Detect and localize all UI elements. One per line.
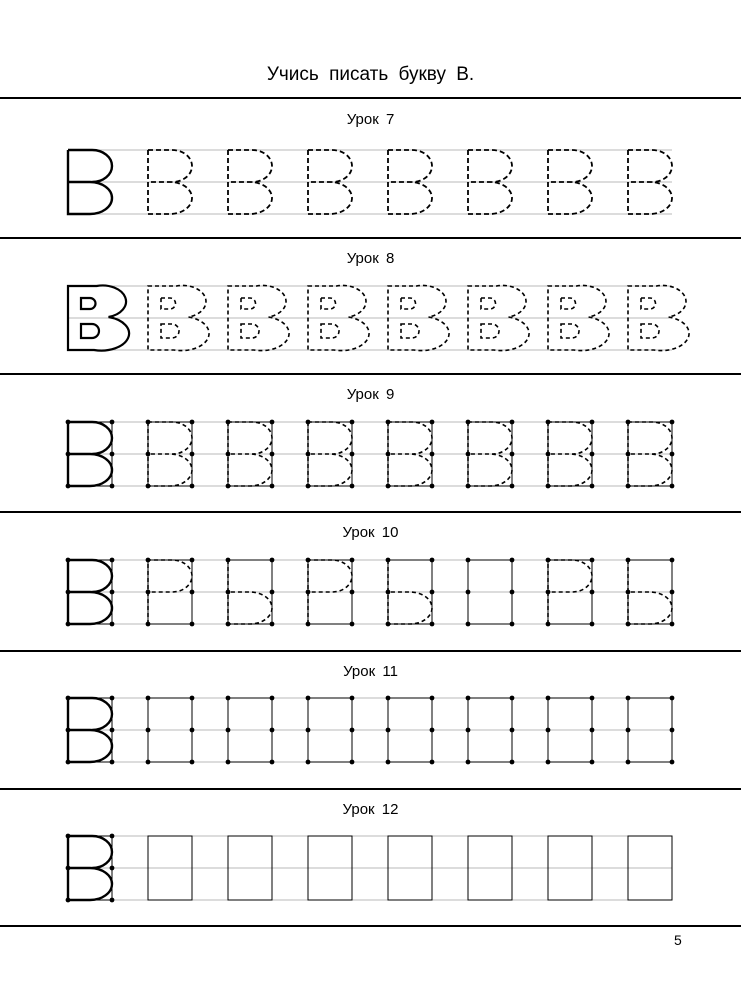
guide-dot: [670, 760, 675, 765]
guide-dot: [270, 420, 275, 425]
letter-b-lower-hole: [161, 324, 179, 338]
guide-dot: [146, 452, 151, 457]
letter-b-upper-hole: [321, 298, 336, 309]
guide-dot: [510, 590, 515, 595]
guide-dot: [306, 590, 311, 595]
guide-dot: [306, 484, 311, 489]
guide-dot: [350, 558, 355, 563]
guide-dot: [430, 696, 435, 701]
guide-dot: [430, 452, 435, 457]
guide-dot: [190, 558, 195, 563]
guide-dot: [226, 558, 231, 563]
guide-dot: [546, 590, 551, 595]
guide-dot: [350, 452, 355, 457]
guide-dot: [270, 728, 275, 733]
guide-dot: [146, 696, 151, 701]
guide-dot: [110, 622, 115, 627]
guide-dot: [466, 558, 471, 563]
guide-dot: [510, 420, 515, 425]
letter-b-lower-hole: [81, 324, 99, 338]
guide-dot: [270, 484, 275, 489]
guide-dot: [430, 622, 435, 627]
guide-dot: [626, 728, 631, 733]
guide-dot: [590, 484, 595, 489]
guide-dot: [226, 696, 231, 701]
guide-dot: [626, 420, 631, 425]
guide-dot: [670, 558, 675, 563]
guide-dot: [110, 696, 115, 701]
letter-b-lower-hole: [641, 324, 659, 338]
guide-dot: [146, 622, 151, 627]
guide-dot: [430, 484, 435, 489]
guide-dot: [66, 866, 71, 871]
guide-dot: [306, 760, 311, 765]
guide-dot: [546, 558, 551, 563]
guide-dot: [466, 760, 471, 765]
guide-dot: [66, 728, 71, 733]
guide-dot: [386, 622, 391, 627]
guide-dot: [386, 420, 391, 425]
letter-b-lower-hole: [321, 324, 339, 338]
guide-dot: [270, 452, 275, 457]
guide-dot: [510, 558, 515, 563]
guide-dot: [466, 452, 471, 457]
guide-dot: [270, 622, 275, 627]
lesson-12-label: Урок 12: [342, 801, 399, 818]
guide-dot: [66, 834, 71, 839]
guide-dot: [226, 728, 231, 733]
guide-dot: [146, 760, 151, 765]
guide-dot: [590, 760, 595, 765]
guide-dot: [110, 898, 115, 903]
guide-dot: [190, 728, 195, 733]
guide-dot: [386, 484, 391, 489]
guide-dot: [306, 696, 311, 701]
guide-dot: [66, 484, 71, 489]
guide-dot: [546, 760, 551, 765]
letter-b-lower-hole: [561, 324, 579, 338]
guide-dot: [226, 760, 231, 765]
guide-dot: [226, 420, 231, 425]
guide-dot: [146, 484, 151, 489]
guide-dot: [190, 696, 195, 701]
guide-dot: [110, 760, 115, 765]
letter-b-upper-hole: [241, 298, 256, 309]
guide-dot: [66, 590, 71, 595]
letter-b-upper-hole: [401, 298, 416, 309]
letter-b-lower-hole: [481, 324, 499, 338]
guide-dot: [66, 760, 71, 765]
guide-dot: [510, 696, 515, 701]
guide-dot: [466, 728, 471, 733]
guide-dot: [590, 590, 595, 595]
guide-dot: [590, 728, 595, 733]
guide-dot: [626, 622, 631, 627]
guide-dot: [190, 760, 195, 765]
guide-dot: [590, 452, 595, 457]
guide-dot: [466, 420, 471, 425]
guide-dot: [590, 420, 595, 425]
guide-dot: [386, 452, 391, 457]
guide-dot: [306, 452, 311, 457]
guide-dot: [306, 420, 311, 425]
guide-dot: [670, 590, 675, 595]
guide-dot: [66, 898, 71, 903]
guide-dot: [386, 558, 391, 563]
guide-dot: [110, 558, 115, 563]
guide-dot: [546, 622, 551, 627]
lesson-row-10: [66, 558, 675, 627]
guide-dot: [510, 728, 515, 733]
guide-dot: [670, 622, 675, 627]
lesson-8-label: Урок 8: [346, 250, 395, 267]
guide-dot: [626, 452, 631, 457]
guide-dot: [510, 484, 515, 489]
letter-b-upper-hole: [161, 298, 176, 309]
guide-dot: [110, 728, 115, 733]
guide-dot: [226, 452, 231, 457]
guide-dot: [110, 866, 115, 871]
guide-dot: [546, 420, 551, 425]
guide-dot: [190, 452, 195, 457]
guide-dot: [110, 590, 115, 595]
guide-dot: [590, 696, 595, 701]
letter-b-lower-hole: [241, 324, 259, 338]
lesson-row-7: [68, 150, 672, 214]
lesson-row-8: [68, 285, 689, 350]
guide-dot: [350, 622, 355, 627]
page-number: 5: [674, 932, 682, 948]
lesson-10-label: Урок 10: [342, 524, 399, 541]
guide-dot: [66, 622, 71, 627]
letter-b-lower-hole: [401, 324, 419, 338]
guide-dot: [466, 484, 471, 489]
guide-dot: [146, 590, 151, 595]
guide-dot: [510, 452, 515, 457]
letter-b-upper-hole: [81, 298, 96, 309]
lesson-11-label: Урок 11: [343, 663, 398, 680]
guide-dot: [190, 420, 195, 425]
guide-dot: [66, 696, 71, 701]
guide-dot: [386, 728, 391, 733]
guide-dot: [430, 760, 435, 765]
guide-dot: [430, 558, 435, 563]
guide-dot: [350, 590, 355, 595]
letter-b-upper-hole: [481, 298, 496, 309]
guide-dot: [626, 558, 631, 563]
guide-dot: [110, 484, 115, 489]
guide-dot: [670, 728, 675, 733]
lesson-7-label: Урок 7: [346, 111, 395, 128]
lesson-row-11: [66, 696, 675, 765]
guide-dot: [386, 760, 391, 765]
guide-dot: [146, 728, 151, 733]
guide-dot: [510, 622, 515, 627]
guide-dot: [226, 622, 231, 627]
guide-dot: [270, 558, 275, 563]
guide-dot: [306, 728, 311, 733]
guide-dot: [626, 696, 631, 701]
guide-dot: [66, 558, 71, 563]
guide-dot: [350, 760, 355, 765]
guide-dot: [306, 558, 311, 563]
guide-dot: [306, 622, 311, 627]
guide-dot: [190, 484, 195, 489]
guide-dot: [430, 590, 435, 595]
guide-dot: [66, 452, 71, 457]
lesson-row-12: [66, 834, 672, 903]
guide-dot: [670, 420, 675, 425]
guide-dot: [466, 696, 471, 701]
guide-dot: [670, 484, 675, 489]
guide-dot: [110, 834, 115, 839]
guide-dot: [510, 760, 515, 765]
guide-dot: [590, 558, 595, 563]
guide-dot: [270, 760, 275, 765]
guide-dot: [270, 696, 275, 701]
letter-b-upper-hole: [561, 298, 576, 309]
page-title: Учись писать букву В.: [266, 64, 475, 85]
guide-dot: [546, 696, 551, 701]
guide-dot: [466, 622, 471, 627]
guide-dot: [270, 590, 275, 595]
guide-dot: [146, 558, 151, 563]
guide-dot: [350, 696, 355, 701]
guide-dot: [670, 452, 675, 457]
guide-dot: [546, 728, 551, 733]
letter-b-upper-hole: [641, 298, 656, 309]
guide-dot: [350, 420, 355, 425]
guide-dot: [350, 728, 355, 733]
lesson-9-label: Урок 9: [346, 386, 395, 403]
guide-dot: [190, 590, 195, 595]
guide-dot: [110, 452, 115, 457]
guide-dot: [110, 420, 115, 425]
guide-dot: [466, 590, 471, 595]
guide-dot: [626, 590, 631, 595]
guide-dot: [66, 420, 71, 425]
guide-dot: [546, 452, 551, 457]
guide-dot: [430, 420, 435, 425]
guide-dot: [590, 622, 595, 627]
guide-dot: [430, 728, 435, 733]
guide-dot: [226, 484, 231, 489]
guide-dot: [670, 696, 675, 701]
guide-dot: [350, 484, 355, 489]
guide-dot: [626, 760, 631, 765]
guide-dot: [386, 696, 391, 701]
guide-dot: [546, 484, 551, 489]
guide-dot: [386, 590, 391, 595]
guide-dot: [626, 484, 631, 489]
guide-dot: [190, 622, 195, 627]
guide-dot: [146, 420, 151, 425]
lesson-row-9: [66, 420, 675, 489]
guide-dot: [226, 590, 231, 595]
